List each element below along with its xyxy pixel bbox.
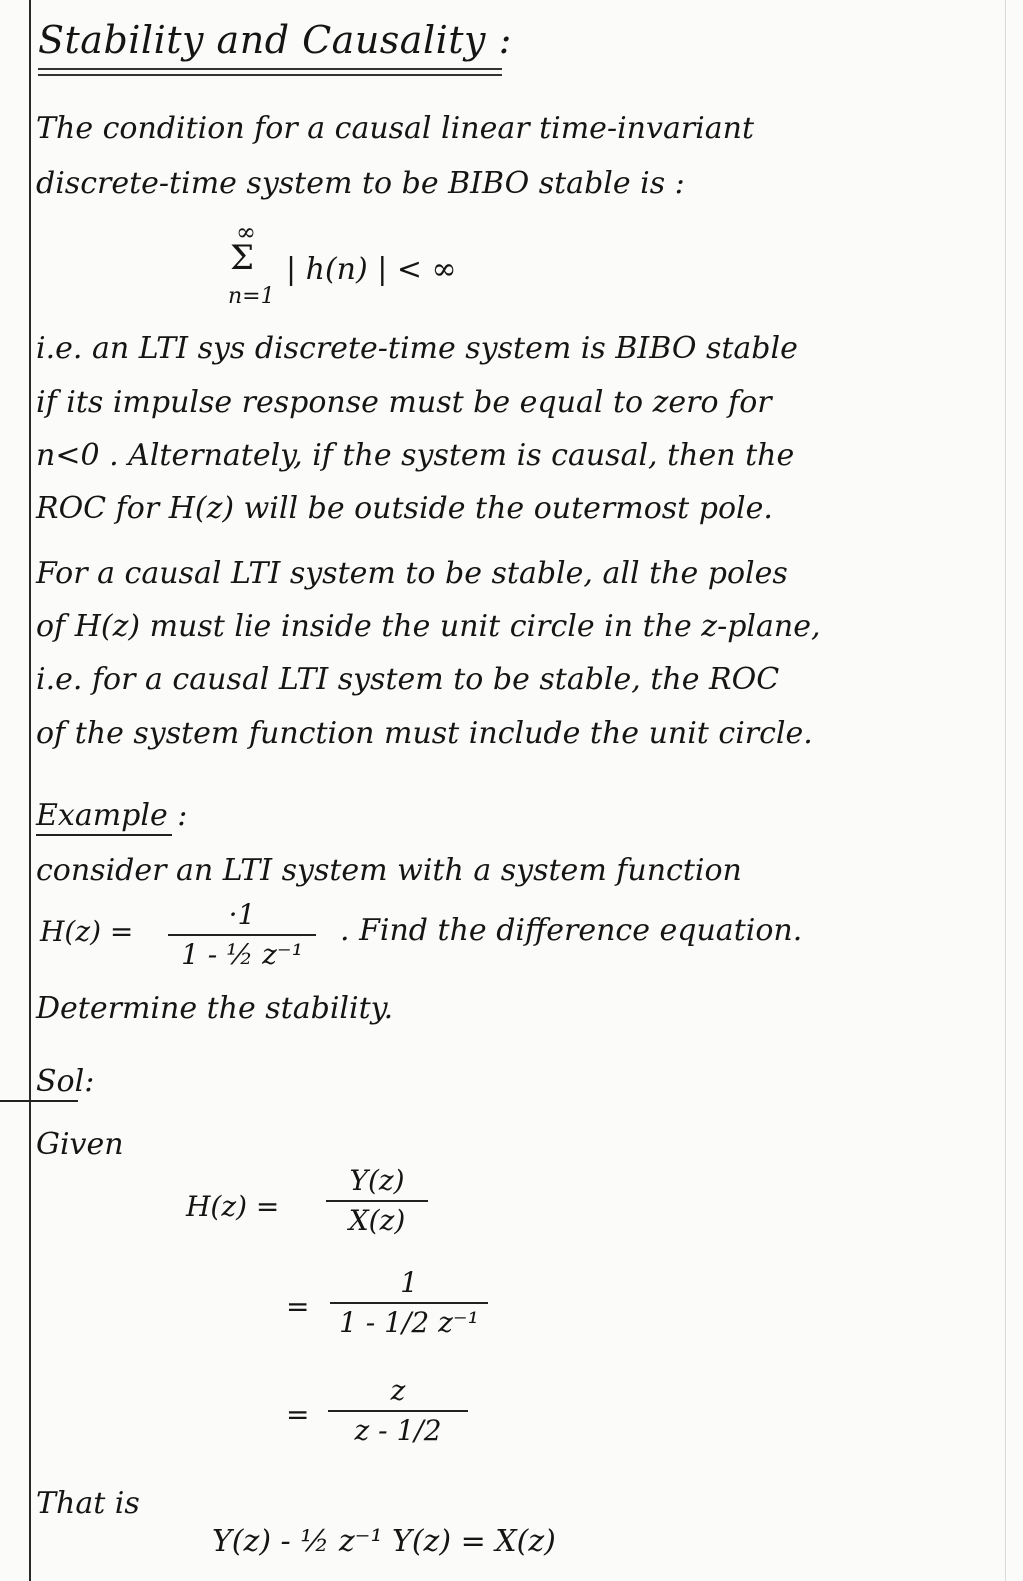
fraction-bar (326, 1200, 428, 1202)
para1-line-2: if its impulse response must be equal to zero for (36, 385, 772, 420)
example-line-1: consider an LTI system with a system function (36, 853, 742, 888)
sum-symbol: Σ (230, 238, 255, 278)
para1-line-4: ROC for H(z) will be outside the outermost pole. (36, 491, 773, 526)
page-title: Stability and Causality : (38, 18, 512, 62)
example-underline (36, 834, 172, 836)
eq1-numerator: Y(z) (349, 1164, 405, 1197)
fraction-bar (328, 1410, 468, 1412)
example-h-label: H(z) = (40, 915, 134, 948)
para1-line-3: n<0 . Alternately, if the system is causal, then the (36, 438, 795, 473)
example-heading: Example : (36, 798, 188, 833)
eq2-lhs: = (286, 1290, 310, 1323)
intro-line-1: The condition for a causal linear time-invariant (36, 111, 755, 146)
that-is-label: That is (36, 1486, 140, 1521)
eq1-denominator: X(z) (348, 1204, 406, 1237)
margin-line (29, 0, 31, 1581)
para2-line-1: For a causal LTI system to be stable, all the poles (36, 556, 788, 591)
eq3-lhs: = (286, 1398, 310, 1431)
eq1-fraction (326, 1164, 428, 1238)
para2-line-2: of H(z) must lie inside the unit circle in the z-plane, (36, 609, 821, 644)
eq2-denominator: 1 - 1/2 z⁻¹ (339, 1306, 479, 1339)
eq2-fraction (330, 1266, 488, 1340)
eq3-denominator: z - 1/2 (354, 1414, 442, 1447)
title-underline-2 (38, 74, 502, 76)
para1-line-1: i.e. an LTI sys discrete-time system is BIBO stable (36, 331, 798, 366)
example-h-denominator: 1 - ½ z⁻¹ (181, 938, 303, 971)
example-h-fraction (168, 898, 316, 972)
right-edge-line (1005, 0, 1006, 1581)
given-label: Given (36, 1127, 124, 1162)
example-h-numerator: ·1 (228, 898, 256, 931)
eq3-fraction (328, 1374, 468, 1448)
example-task: . Find the difference equation. (340, 913, 803, 948)
intro-line-2: discrete-time system to be BIBO stable is : (36, 166, 685, 201)
solution-heading: Sol: (36, 1064, 95, 1099)
solution-underline (0, 1100, 78, 1102)
para2-line-3: i.e. for a causal LTI system to be stable, the ROC (36, 662, 780, 697)
sum-lower-limit: n=1 (228, 284, 275, 309)
stability-condition: | h(n) | < ∞ (286, 252, 457, 287)
example-line-3: Determine the stability. (36, 991, 394, 1026)
fraction-bar (330, 1302, 488, 1304)
sum-upper-limit: ∞ (236, 218, 256, 246)
final-equation: Y(z) - ½ z⁻¹ Y(z) = X(z) (212, 1524, 556, 1559)
eq1-lhs: H(z) = (186, 1190, 280, 1223)
eq3-numerator: z (390, 1374, 406, 1407)
title-underline (38, 68, 502, 70)
fraction-bar (168, 934, 316, 936)
eq2-numerator: 1 (400, 1266, 418, 1299)
para2-line-4: of the system function must include the unit circle. (36, 716, 813, 751)
